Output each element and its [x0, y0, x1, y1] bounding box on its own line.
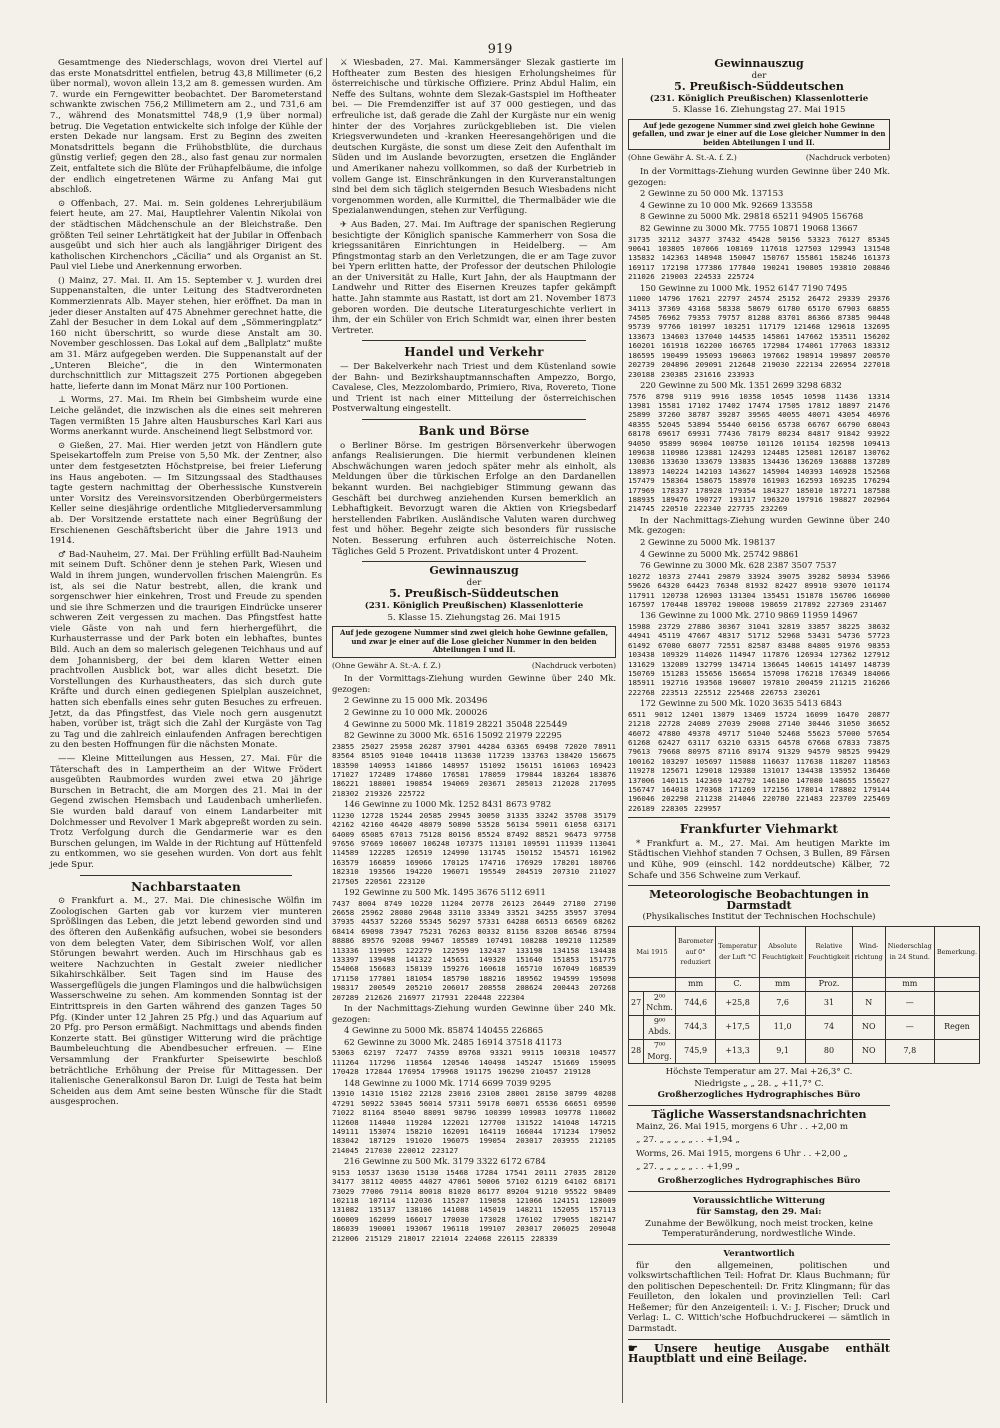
prize-group: 172 Gewinne zu 500 Mk. 1020 3635 5413 6843	[640, 698, 842, 709]
offenbach-paragraph: ⊙ Offenbach, 27. Mai. m. Sein goldenes Lehrerjubiläum feiert heute, am 27. Mai, Hauptlehrer Valentin Nikolai von der städtischen Mädchenschule an der Bleichstraße. Den größten Teil seiner Lehrtätigkeit hat der Jubilar in Offenbach ausgeübt und sich hier auch als langjähriger Dirigent des katholischen Kirchenchors „Cäcilia“ und als Organist an St. Paul viel Liebe und Anerkennung erworben.	[50, 198, 322, 273]
column-rule	[326, 58, 327, 1403]
weather-table-units	[629, 978, 980, 992]
wiesbaden-paragraph: ⚔ Wiesbaden, 27. Mai. Kammersänger Slezak gastierte im Hoftheater zum Besten des hiesigen Erholungsheimes für österreichische und türkische Offiziere. Prinz Abdul Halim, ein Neffe des Sultans, wohnte dem Slezak-Gastspiel im Hoftheater bei. — Die Fremdenziffer ist auf 37 000 gestiegen, und das erfreuliche ist, daß gerade die Zahl der Kurgäste nur ein wenig hinter der des Vorjahres zurückgeblieben ist. Die vielen Kriegsverwundeten und -kranken Heeresangehörigen und die deutschen Kurgäste, die sonst um diese Zeit den Aufenthalt im Süden und im Auslande bevorzugten, ersetzen die Engländer und Amerikaner nahezu vollkommen, so daß der Kurbetrieb in vollem Gange ist. Einschränkungen in den Kurveranstaltungen sind bei dem sich täglich steigernden Besuch Wiesbadens nicht vorgenommen worden, alle Kurmittel, die Thermalbäder wie die Spezialanwendungen, stehen zur Verfügung.	[332, 58, 616, 217]
forecast-text: Zunahme der Bewölkung, noch meist trocken, keine Temperaturänderung, nordwestliche Winde.	[645, 1218, 873, 1240]
water-level-line: Mainz, 26. Mai 1915, morgens 6 Uhr . . +2,00 m	[636, 1121, 848, 1132]
baden-paragraph: ✈ Aus Baden, 27. Mai. Im Auftrage der spanischen Regierung besichtigte der Königlich spanische Kammerherr von Sosa die kriegssanitären Einrichtungen in Heidelberg. — Am Pfingstmontag starb an den Verletzungen, die er am Tage zuvor bei Ypern erlitten hatte, der Professor der deutschen Philologie an der Universität zu Halle, Kurt Jahn, der als Hauptmann der Landwehr und Ritter des Eisernen Kreuzes tapfer gekämpft hatte. Jahn stammte aus Rastatt, ist dort am 21. November 1873 geboren worden. Die deutsche Literaturgeschichte verliert in ihm, der ein Schüler von Erich Schmidt war, einen ihrer besten Vertreter.	[332, 219, 616, 336]
section-heading-nachbarstaaten: Nachbarstaaten	[131, 879, 241, 894]
forecast-day: für Samstag, den 29. Mai:	[696, 1207, 822, 1218]
hydrographic-office: Großherzogliches Hydrographisches Büro	[657, 1090, 861, 1101]
hessen-news-paragraph: —— Kleine Mitteilungen aus Hessen, 27. Mai. Für die Täterschaft des in Lampertheim an der Witwe Frödert ausgeübten Raubmordes wurden zwei etwa 20 jährige Burschen in Betracht, die am Morgen des 21. Mai in der Gegend zwischen Hemsbach und Laudenbach umherliefen. Sie wurden bald darauf von einem Landarbeiter mit Dolchmesser und Revolver 1 Mark abgepreßt worden zu sein. Trotz Verfolgung durch die Gendarmerie war es den Burschen gelungen, im Walde in der Richtung auf Hüttenfeld zu entkommen, wo sie gesehen wurden. Von dort aus fehlt jede Spur.	[50, 754, 322, 870]
table-cell: 80	[806, 1040, 852, 1064]
worms-paragraph: ⊥ Worms, 27. Mai. Im Rhein bei Gimbsheim wurde eine Leiche geländet, die inzwischen als die eines seit mehreren Tagen vermißten 15 Jahre alten Hausbursches Karl Kari aus Worms anerkannt wurde. Anscheinend liegt Selbstmord vor.	[50, 395, 322, 438]
winning-numbers: 7576 8798 9119 9916 10358 10545 10598 11436 13314 13981 15581 17102 17402 17474 17505 17812 18897 21476 25899 37260 38787 39287 39565 40055 40071 43054 46976 48355 52045 53894 55440 60156 65738 66767 66790 68043 68178 69617 69931 77436 78179 80234 84817 91842 93922 94050 95899 96904 100750 101126 101154 102598 109413 109638 110986 123881 124293 124485 125081 126187 130762 130836 133630 133679 133835 134436 136269 136888 137289 138973 140224 142103 143627 145904 140393 146928 152568 157479 158364 158675 158970 161903 162593 169235 176294 177969 178337 178928 179354 184327 185010 187271 187588 188935 189476 190727 193117 196320 197916 198827 202964 214745 220510 222340 227735 232269	[628, 391, 890, 514]
table-cell: 2⁰⁰ Nchm.	[644, 991, 676, 1015]
meteorology-heading: Meteorologische Beobachtungen in Darmstadt	[649, 888, 869, 912]
lottery-disclaimer-row	[628, 153, 890, 164]
table-cell: +13,3	[716, 1040, 760, 1064]
prize-group: 82 Gewinne zu 3000 Mk. 6516 15092 21979 22295	[344, 730, 562, 741]
header-cell: Temperatur der Luft °C	[716, 927, 760, 978]
unit-cell: mm	[759, 978, 805, 992]
hydrographic-office: Großherzogliches Hydrographisches Büro	[657, 1175, 861, 1186]
edition-note-text: Unsere heutige Ausgabe enthält Hauptblatt und eine Beilage.	[628, 1341, 890, 1366]
prize-group: 2 Gewinne zu 10 000 Mk. 200026	[344, 706, 488, 717]
table-cell: NO	[852, 1015, 885, 1039]
prize-group: 2 Gewinne zu 50 000 Mk. 137153	[640, 188, 784, 199]
table-cell: 28	[629, 1040, 644, 1064]
prize-group: 4 Gewinne zu 5000 Mk. 85874 140455 226865	[344, 1025, 544, 1036]
table-cell: 744,6	[675, 991, 715, 1015]
unit-cell: mm	[675, 978, 715, 992]
prize-group: 148 Gewinne zu 1000 Mk. 1714 6699 7039 9295	[344, 1077, 552, 1088]
page-number: 919	[487, 42, 513, 57]
lottery-name-2: (231. Königlich Preußischen) Klassenlotterie	[364, 600, 584, 611]
winning-numbers: 10272 10373 27441 29879 33924 39075 39282 50934 53966 59626 64320 64423 76348 81932 82427 89910 93070 101174 117911 120738 126903 131304 135451 151878 156706 166900 167597 170448 189702 190008 198659 217892 227369 231467	[628, 571, 890, 609]
table-cell: 27	[629, 991, 644, 1015]
winning-numbers: 31735 32112 34377 37432 45428 50156 53323 76127 85345 90641 103805 107066 108169 117618 127503 129943 131548 135832 142363 148948 150047 150767 155861 158246 161373 169117 172198 177386 177840 190241 190805 193810 208846 211026 219003 224533 225724	[628, 234, 890, 282]
divider	[628, 1105, 890, 1106]
responsible-heading: Verantwortlich	[723, 1248, 795, 1259]
prize-group: 150 Gewinne zu 1000 Mk. 1952 6147 7190 7495	[640, 282, 848, 293]
unit-cell	[629, 978, 676, 992]
meteorology-subheading: (Physikalisches Institut der Technischen Hochschule)	[642, 912, 876, 923]
prize-group: 62 Gewinne zu 3000 Mk. 2485 16914 37518 41173	[344, 1036, 562, 1047]
lottery-note: Auf jede gezogene Nummer sind zwei gleich hohe Gewinne gefallen, und zwar je einer auf die Lose gleicher Nummer in den beiden Abteilungen I und II.	[332, 626, 616, 658]
lottery-draw-date: 5. Klasse 15. Ziehungstag 26. Mai 1915	[387, 612, 561, 623]
table-cell: 7,6	[759, 991, 805, 1015]
divider	[628, 885, 890, 886]
giessen-paragraph: ⊙ Gießen, 27. Mai. Hier werden jetzt von Händlern gute Speisekartoffeln zum Preise von 5,50 Mk. der Zentner, also unter dem festgesetzten Höchstpreise, bei freier Lieferung ins Haus angeboten. — Im Sitzungssaal des Stadthauses tagte gestern nachmittag der Oberhessische Kunstverein unter Vorsitz des Vereinsvorsitzenden Oberbürgermeisters Keller seine diesjährige ordentliche Mitgliederversammlung ab. Der Vorsitzende erstattete nach einer Begrüßung der Erschienenen Geschäftsbericht über die Jahre 1913 und 1914.	[50, 440, 322, 547]
table-cell: 11,0	[759, 1015, 805, 1039]
table-cell: —	[885, 1015, 934, 1039]
min-temperature: Niedrigste „ „ 28. „ +11,7° C.	[694, 1078, 824, 1089]
prize-group: 136 Gewinne zu 1000 Mk. 2710 9869 11959 14967	[640, 610, 858, 621]
table-cell: 744,3	[675, 1015, 715, 1039]
header-cell: Barometer auf 0° reduziert	[675, 927, 715, 978]
unit-cell	[852, 978, 885, 992]
winning-numbers: 53063 62197 72477 74359 89768 93321 99115 100318 104577 111264 117296 118564 120546 140498 145247 151669 159095 170428 172844 176954 179968 191175 196290 210457 219128	[332, 1048, 616, 1077]
max-temperature: Höchste Temperatur am 27. Mai +26,3° C.	[665, 1067, 853, 1078]
lottery-afternoon-intro: In der Nachmittags-Ziehung wurden Gewinne über 240 Mk. gezogen:	[628, 514, 890, 536]
divider	[628, 1339, 890, 1340]
lottery-copyright: (Nachdruck verboten)	[805, 153, 890, 163]
header-cell: Mai 1915	[629, 927, 676, 978]
edition-note	[628, 1341, 890, 1366]
lottery-der: der	[466, 577, 482, 588]
table-cell: +25,8	[716, 991, 760, 1015]
water-level-line: „ 27. „ „ „ „ „ . . +1,99 „	[636, 1162, 740, 1173]
table-cell: 745,9	[675, 1040, 715, 1064]
lottery-title: Gewinnauszug	[714, 57, 804, 70]
divider	[362, 340, 586, 341]
column-1	[50, 58, 322, 1408]
responsible-text: für den allgemeinen, politischen und volkswirtschaftlichen Teil: Hofrat Dr. Klaus Buchmann; für den politischen Depeschenteil: Dr. Fritz Klingmann; für das Feuilleton, den lokalen und provinziellen Teil: Carl Heßemer; für den Anzeigenteil: i. V.: J. Fischer; Druck und Verlag: L. C. Wittich'sche Hofbuchdruckerei — sämtlich in Darmstadt.	[628, 1260, 890, 1335]
mainz-paragraph: () Mainz, 27. Mai. II. Am 15. September v. J. wurden drei Suppenanstalten, die unter Leitung des Stadtverordneten Kommerzienrats Alb. Mayer stehen, hier eröffnet. Da man in jeder dieser Anstalten auf 475 Abnehmer gerechnet hatte, die Zahl der Besucher in dem Lokal auf dem „Sömmeringplatz“ 160 nicht überschritt, so wurde diese Anstalt am 30. November geschlossen. Das Lokal auf dem „Ballplatz“ mußte am 31. März aufgegeben werden. Die Suppenanstalt auf der „Unteren Bleiche“, die in den Wintermonaten durchschnittlich zur Mittagszeit 275 Portionen abgegeben hatte, lieferte dann im Monat März nur 100 Portionen.	[50, 275, 322, 392]
unit-cell	[934, 978, 979, 992]
lottery-name-2: (231. Königlich Preußischen) Klassenlotterie	[649, 93, 869, 104]
lottery-morning-intro: In der Vormittags-Ziehung wurden Gewinne über 240 Mk. gezogen:	[332, 673, 616, 694]
water-level-line: „ 27. „ „ „ „ „ . . +1,94 „	[636, 1135, 740, 1146]
lottery-disclaimer: (Ohne Gewähr A. St.-A. f. Z.)	[332, 660, 441, 670]
table-cell: +17,5	[716, 1015, 760, 1039]
divider	[80, 875, 292, 876]
water-levels-heading: Tägliche Wasserstandsnachrichten	[651, 1107, 867, 1121]
weather-report-paragraph: Gesamtmenge des Niederschlags, wovon drei Viertel auf das erste Monatsdrittel entfielen, betrug 43,8 Millimeter (6,2 über normal), wovon allein 13,2 am 8. gemessen wurden. Am 7. wurde ein Ferngewitter beobachtet. Der Barometerstand schwankte zwischen 756,2 Millimetern am 2., und 731,6 am 7., während des Monatsmittel 748,9 (1,9 über normal) betrug. Die Vegetation entwickelte sich infolge der Kühle der ersten Dekade nur langsam. Erst zu Beginn des zweiten Monatsdrittels begann die Frühobstblüte, die durchaus günstig verlief; gegen den 28., also fast genau zur normalen Zeit, entfaltete sich die Blüte der Frühapfelbäume, die infolge der endlich eingetretenen Wärme zu Anfang Mai gut abschloß.	[50, 58, 322, 196]
table-cell	[934, 991, 979, 1015]
lottery-disclaimer: (Ohne Gewähr A. St.-A. f. Z.)	[628, 153, 737, 163]
lottery-draw-date: 5. Klasse 16. Ziehungstag 27. Mai 1915	[672, 105, 846, 116]
prize-group: 82 Gewinne zu 3000 Mk. 7755 10871 19068 13667	[640, 223, 858, 234]
prize-group: 192 Gewinne zu 500 Mk. 1495 3676 5112 6911	[344, 887, 546, 898]
table-cell: 31	[806, 991, 852, 1015]
water-level-line: Worms, 26. Mai 1915, morgens 6 Uhr . . +2,00 „	[636, 1148, 848, 1159]
table-row	[629, 1015, 980, 1039]
prize-group: 216 Gewinne zu 500 Mk. 3179 3322 6172 6784	[344, 1156, 546, 1167]
header-cell: Relative Feuchtigkeit	[806, 927, 852, 978]
table-cell	[934, 1040, 979, 1064]
table-cell: N	[852, 991, 885, 1015]
lottery-name-1: 5. Preußisch-Süddeutschen	[674, 80, 844, 94]
unit-cell: mm	[885, 978, 934, 992]
weather-table-header	[629, 927, 980, 978]
table-cell: 7,8	[885, 1040, 934, 1064]
winning-numbers: 11000 14796 17621 22797 24574 25152 26472 29339 29376 34113 37369 43168 58338 58679 61780 65170 67903 68855 74505 76962 79353 79757 81288 83701 86366 87385 90448 95739 97766 101997 103251 117179 121468 129618 132695 133673 134603 137040 144535 145861 147662 153511 156202 160201 161918 162200 166765 172984 174061 177063 183312 186595 190499 195093 196063 197662 198914 199897 200570 202739 204896 209091 212648 219030 222134 226954 227018 230188 230385 231616 233933	[628, 294, 890, 379]
prize-group: 4 Gewinne zu 5000 Mk. 11819 28221 35048 225449	[344, 718, 568, 729]
viehmarkt-paragraph: * Frankfurt a. M., 27. Mai. Am heutigen Markte im Städtischen Viehhof standen 7 Ochsen, 3 Bullen, 89 Färsen und Kühe, 909 (einschl. 142 norddeutsche) Kälber, 72 Schafe und 356 Schweine zum Verkauf.	[628, 838, 890, 881]
divider	[362, 561, 586, 562]
winning-numbers: 9153 10537 13630 15130 15468 17284 17541 20111 27035 28120 34177 38112 40055 44027 47061 50006 57102 61219 64102 68171 73029 77006 79114 80018 81020 86177 89204 91210 95522 98409 102118 107114 112036 115207 119058 121066 124151 128009 131082 135137 138106 141088 145019 148211 152055 157113 160009 162099 166017 170030 173028 176102 179055 182147 186039 190001 193067 196118 199107 203017 206025 209048 212006 215129 218017 221014 224068 226115 228339	[332, 1167, 616, 1243]
divider	[628, 817, 890, 818]
winning-numbers: 13910 14310 15102 22128 23016 23108 28001 28150 38799 40208 47291 50922 53045 56014 57311 59178 60071 65536 66651 69590 71022 81164 85040 88091 98796 100399 109983 109778 110602 112608 114040 119204 122021 127700 131522 141048 147215 149111 153074 158210 162091 164119 166044 171234 179052 183042 187129 191020 196075 199054 203017 203955 212105 214045 217030 220012 223127	[332, 1089, 616, 1155]
table-cell	[629, 1015, 644, 1039]
section-heading-viehmarkt: Frankfurter Viehmarkt	[679, 822, 839, 837]
section-heading-bank: Bank und Börse	[418, 424, 530, 438]
header-cell: Niederschlag in 24 Stund.	[885, 927, 934, 978]
unit-cell: C.	[716, 978, 760, 992]
prize-group: 4 Gewinne zu 10 000 Mk. 92669 133558	[640, 199, 813, 210]
table-cell: —	[885, 991, 934, 1015]
frankfurt-paragraph: ⊙ Frankfurt a. M., 27. Mai. Die chinesische Wölfin im Zoologischen Garten gab vor kurzem vier munteren Sprößlingen das Leben, die jetzt lebend geworden sind und des öfteren den Außenkäfig aufsuchen, wobei sie besonders von dem belegten Vater, dem Sibirischen Wolf, vor allen Störungen bewahrt werden. Auch im Hirschhaus gab es weitere Nachzuchten in Gestalt zweier niedlicher Sikahirschkälber. Seit Tagen sind im Hause des Wassergeflügels die jungen Flamingos und die halbwüchsigen Wasserschweine zu sehen. Am kommenden Sonntag ist der Eintrittspreis in den Garten während des ganzen Tages 50 Pfg. (Kinder unter 12 Jahren 25 Pfg.) und das Aquarium auf 20 Pfg. pro Person ermäßigt. Nachmittags und abends finden Konzerte statt. Bei günstiger Witterung wird die prächtige Baumbeleuchtung die Abendbesucher erfreuen. — Eine Versammlung der Frankfurter Speisewirte beschloß beträchtliche Erhöhung der Preise für Mittagessen. Der italienische Generalkonsul Baron Dr. Luigi de Testa hat beim Scheiden aus dem Amt seine besten Wünsche für die Stadt ausgesprochen.	[50, 896, 322, 1108]
table-row	[629, 1040, 980, 1064]
divider	[362, 419, 586, 420]
section-heading-handel: Handel und Verkehr	[404, 345, 544, 360]
table-cell: Regen	[934, 1015, 979, 1039]
bad-nauheim-paragraph: ♂ Bad-Nauheim, 27. Mai. Der Frühling erfüllt Bad-Nauheim mit seinem Duft. Schöner denn je stehen Park, Wiesen und Wald in ihrem jungen, wundervollen frischen Maiengrün. Es ist, als sei die Natur bestrebt, allen, die krank und sorgenschwer hier einkehren, Trost und Freude zu spenden und sie ihre Schmerzen und die traurigen Eindrücke unserer schweren Zeit vergessen zu machen. Das Pfingstfest hatte viele Gäste von nah und fern hierhergeführt, die Kurhausterrasse und der Park boten ein lebhaftes, buntes Bild. Auch an dem so malerisch gelegenen Teichhaus und auf dem Johannisberg, der bei dem klaren Wetter einen prachtvollen Ausblick bot, war alles dicht besetzt. Die Vorstellungen des Kurhaustheaters, das sich durch gute Kräfte und durch einen gediegenen Spielplan auszeichnet, hatten sich ebenfalls eines sehr guten Besuches zu erfreuen. Jetzt, da das Pfingstfest, das Viele noch gern ausgenutzt haben, vorüber ist, trägt sich die Zahl der Kurgäste von Tag zu Tag und die zahlreich einlaufenden Anfragen berechtigen zu den besten Hoffnungen für die nächsten Monate.	[50, 549, 322, 751]
winning-numbers: 6511 9012 12401 13079 13469 15724 16099 16470 20877 21218 22728 24089 27039 29008 27140 30446 31050 36652 46072 47880 49378 49717 51040 52468 55623 57000 57654 61268 62427 63117 63210 63315 64578 67668 67833 73875 79613 79668 80975 87116 89174 91329 94579 98525 99429 100162 103297 105697 115088 116637 117638 118207 118563 119278 125671 129018 129380 131017 134438 135952 136460 137006 140115 142369 142792 146180 147080 148655 155627 156747 164018 170368 171269 172156 178014 178802 179144 196046 202298 211238 214046 220780 221483 223709 225469 226189 228305 229957	[628, 709, 890, 813]
header-cell: Bemerkung.	[934, 927, 979, 978]
winning-numbers: 23855 25027 25958 26287 37901 44284 63365 69498 72020 78911 83564 85105 91040 104418 113630 117239 133763 138420 156675 183590 140953 141866 148957 151092 156151 161063 169423 171027 172489 174860 176581 178059 179844 183264 183876 186221 188001 190854 194069 203671 205013 212028 217095 218302 219326 225722	[332, 741, 616, 798]
winning-numbers: 15988 23729 27886 30367 31041 32819 33857 38225 38632 44941 45119 47667 48317 51712 52968 53431 54736 57723 61492 67080 68077 72551 82587 83488 84805 91976 98353 103438 109329 114026 114947 117876 126934 127362 127912 131629 132089 132799 134714 136645 140615 141497 148739 150769 151283 155656 156654 157098 176218 176349 184066 185911 192716 193568 196007 197810 200459 211215 216266 222768 223513 225512 225468 226753 230261	[628, 621, 890, 697]
winning-numbers: 11230 12728 15244 20585 29945 30050 31335 33242 35708 35179 42162 42160 46420 48079 50890 53528 56134 59011 61058 63171 64009 65085 67013 75128 80156 85524 87492 88521 96473 97758 97656 97669 106007 106248 107375 113101 109591 111939 113041 114589 122285 126519 124990 131745 150152 154571 161962 163579 166859 169066 170125 174716 176929 178201 180766 182310 193566 194220 196071 195549 204519 207310 211027 217505 220561 223120	[332, 810, 616, 886]
column-rule	[622, 58, 623, 1403]
divider	[628, 1191, 890, 1192]
divider	[628, 1244, 890, 1245]
prize-group: 8 Gewinne zu 5000 Mk. 29818 65211 94905 156768	[640, 211, 864, 222]
header-cell: Wind-richtung	[852, 927, 885, 978]
prize-group: 146 Gewinne zu 1000 Mk. 1252 8431 8673 9782	[344, 799, 552, 810]
lottery-morning-intro: In der Vormittags-Ziehung wurden Gewinne über 240 Mk. gezogen:	[628, 166, 890, 187]
prize-group: 76 Gewinne zu 3000 Mk. 628 2387 3507 7537	[640, 560, 837, 571]
table-row	[629, 991, 980, 1015]
pointing-hand-icon: ☛	[628, 1341, 638, 1355]
prize-group: 2 Gewinne zu 5000 Mk. 198137	[640, 536, 776, 547]
table-cell: NO	[852, 1040, 885, 1064]
handel-paragraph: — Der Bakelverkehr nach Triest und dem Küstenland sowie der Bahn- und Bezirkshauptmannschaften Ampezzo, Borgo, Cavalese, Cles, Mezzolombardo, Primiero, Riva, Rovereto, Tione und Trient ist nach einer Mitteilung der österreichischen Postverwaltung eingestellt.	[332, 362, 616, 415]
lottery-der: der	[751, 70, 767, 81]
column-2	[332, 58, 616, 1408]
lottery-name-1: 5. Preußisch-Süddeutschen	[389, 587, 559, 601]
column-3	[628, 57, 978, 1408]
prize-group: 2 Gewinne zu 15 000 Mk. 203496	[344, 695, 488, 706]
prize-group: 4 Gewinne zu 5000 Mk. 25742 98861	[640, 548, 800, 559]
table-cell: 7⁰⁰ Morg.	[644, 1040, 676, 1064]
lottery-title: Gewinnauszug	[429, 564, 519, 578]
lottery-note: Auf jede gezogene Nummer sind zwei gleich hohe Gewinne gefallen, und zwar je einer auf die Lose gleicher Nummer in den beiden Abteilungen I und II.	[628, 119, 890, 151]
lottery-disclaimer-row	[332, 661, 616, 672]
lottery-copyright: (Nachdruck verboten)	[531, 660, 616, 670]
lottery-afternoon-intro: In der Nachmittags-Ziehung wurden Gewinne über 240 Mk. gezogen:	[332, 1003, 616, 1024]
header-cell: Absolute Feuchtigkeit	[759, 927, 805, 978]
prize-group: 220 Gewinne zu 500 Mk. 1351 2699 3298 6832	[640, 379, 842, 390]
winning-numbers: 7437 8004 8749 10220 11204 20778 26123 26449 27180 27190 26658 25962 28080 29648 33110 33349 33521 34255 35957 37094 37935 44537 52260 55345 56297 57331 64288 66513 66569 68262 68414 69098 73947 75231 76263 80332 81156 83208 86546 87594 88886 89576 92008 99467 105589 107491 108288 109210 112589 113336 119905 122279 122599 132437 133198 134158 134438 133397 139498 141322 145651 149320 151640 151853 151775 154068 156683 158139 159276 160618 165710 167049 168539 171150 177801 181054 185790 188216 189562 194599 195098 198317 200549 205210 206017 208558 208624 200443 207268 207289 212626 216977 217931 220448 222304	[332, 898, 616, 1002]
table-cell: 9,1	[759, 1040, 805, 1064]
forecast-heading: Voraussichtliche Witterung	[692, 1195, 826, 1206]
table-cell: 74	[806, 1015, 852, 1039]
unit-cell: Proz.	[806, 978, 852, 992]
table-cell: 9⁰⁰ Abds.	[644, 1015, 676, 1039]
boerse-paragraph: o Berliner Börse. Im gestrigen Börsenverkehr überwogen anfangs Realisierungen. Die hiermit verbundenen kleinen Abschwächungen waren jedoch später mehr als einholt, als Meldungen über die türkischen Erfolge an den Dardanellen bekannt wurden. Bei nachgiebiger Stimmung gewann das Geschäft bei durchweg anziehenden Kursen bemerklich an Lebhaftigkeit. Bevorzugt waren die Aktien von Kriegsbedarf herstellenden Fabriken. Ausländische Valuten waren durchweg fest und höher. Begehr zeigte sich besonders für russische Noten. Besserung erfuhren auch österreichische Noten. Tägliches Geld 5 Prozent. Privatdiskont unter 4 Prozent.	[332, 440, 616, 557]
weather-table	[628, 926, 980, 1064]
